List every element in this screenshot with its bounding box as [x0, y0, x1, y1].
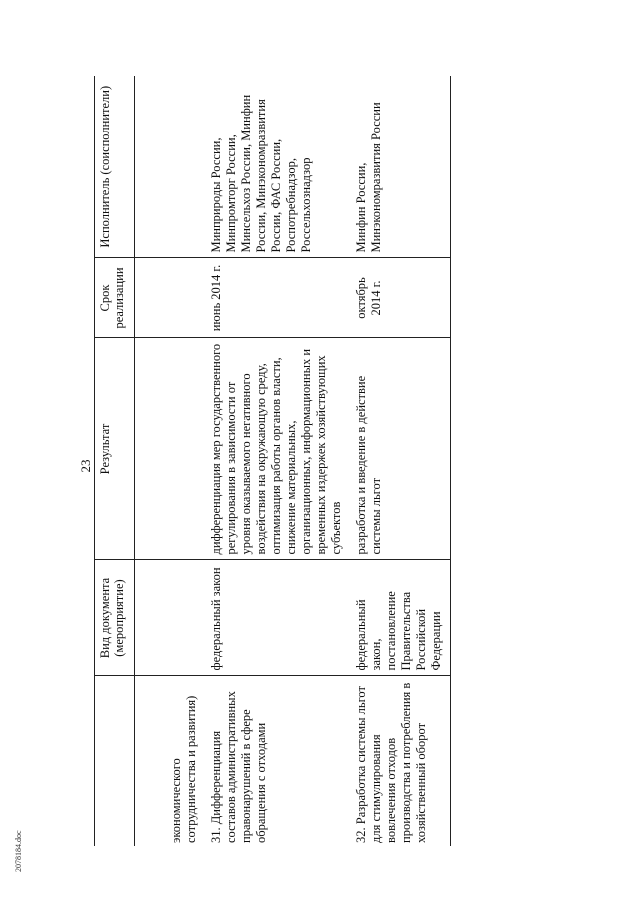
header-result: Результат	[95, 338, 135, 560]
deadline-cell: октябрь 2014 г.	[350, 258, 451, 338]
result-cell: разработка и введение в действие системы льгот	[350, 338, 451, 560]
rotated-sheet	[76, 76, 514, 846]
header-executors: Исполнитель (соисполнители)	[95, 76, 135, 258]
table-row-continuation	[165, 76, 205, 846]
doc-type-cell: федеральный закон, постановление Правительства Российской Федерации	[350, 560, 451, 676]
deadline-cell: июнь 2014 г.	[205, 258, 350, 338]
measure-cell: 32. Разработка системы льгот для стимулирования вовлечения отходов производства и потребления в хозяйственный оборот	[350, 676, 451, 846]
header-deadline: Срок реализации	[95, 258, 135, 338]
table-header-row	[95, 76, 135, 846]
executors-cell: Минприроды России, Минпромторг России, Минсельхоз России, Минфин России, Минэкономразвития России, ФАС России, Роспотребнадзор, Россельхознадзор	[205, 76, 350, 258]
table-row-31	[205, 76, 350, 846]
header-doc-type: Вид документа (мероприятие)	[95, 560, 135, 676]
footer-filename: 2078184.doc	[14, 830, 23, 872]
measure-continuation: экономического сотрудничества и развития)	[165, 676, 205, 846]
header-measure	[95, 676, 135, 846]
executors-cell: Минфин России, Минэкономразвития России	[350, 76, 451, 258]
table-spacer-row	[135, 76, 166, 846]
doc-type-cell: федеральный закон	[205, 560, 350, 676]
page-number: 23	[78, 459, 93, 473]
measure-cell: 31. Дифференциация составов административных правонарушений в сфере обращения с отходами	[205, 676, 350, 846]
measures-table	[94, 76, 451, 846]
table-row-32	[350, 76, 451, 846]
result-cell: дифференциация мер государственного регулирования в зависимости от уровня оказываемого негативного воздействия на окружающую среду, оптимизация работы органов власти, снижение материальных, организационных, информационных и временных издержек хозяйствующих субъектов	[205, 338, 350, 560]
